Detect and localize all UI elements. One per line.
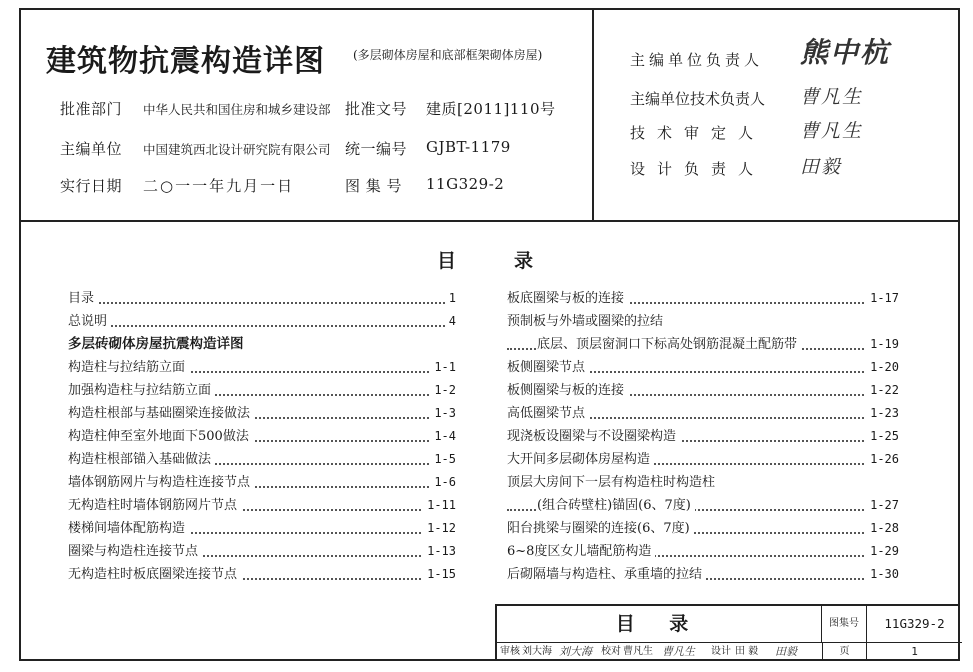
handwritten-signature: 熊中杭: [800, 36, 891, 69]
toc-entry[interactable]: [507, 494, 899, 517]
toc-entry-title: 加强构造柱与拉结筋立面: [68, 379, 215, 402]
toc-entry-page: 1-23: [866, 402, 899, 425]
toc-leader-dots: [68, 325, 456, 327]
header-divider-vertical: [592, 8, 594, 221]
check-label: 校对: [601, 646, 621, 657]
design-label: 设计: [711, 646, 731, 657]
toc-entry-title: 圈梁与构造柱连接节点: [68, 540, 202, 563]
toc-entry[interactable]: [507, 356, 899, 379]
page-value: 1: [911, 645, 918, 658]
toc-entry-title: 板侧圈梁与板的连接: [507, 379, 628, 402]
toc-entry[interactable]: [68, 356, 456, 379]
toc-leader-dots: [68, 302, 456, 304]
toc-entry-page: 1-22: [866, 379, 899, 402]
document-title: 建筑物抗震构造详图: [46, 44, 325, 79]
toc-entry[interactable]: [68, 287, 456, 310]
toc-entry-title: 现浇板设圈梁与不设圈梁构造: [507, 425, 680, 448]
toc-entry-page: 1-6: [430, 471, 456, 494]
signature-label: 主编单位技术负责人: [630, 90, 766, 108]
toc-entry[interactable]: [507, 425, 899, 448]
signature-label: 主编单位负责人: [630, 51, 764, 69]
header-divider-horizontal: [19, 220, 960, 222]
toc-entry[interactable]: [68, 448, 456, 471]
toc-entry-title: 构造柱与拉结筋立面: [68, 356, 189, 379]
toc-entry-title: 楼梯间墙体配筋构造: [68, 517, 189, 540]
effective-date-value: 二○一一年九月一日: [143, 177, 295, 195]
approval-doc-value: 建质[2011]110号: [426, 100, 556, 118]
toc-entry-title: 无构造柱时板底圈梁连接节点: [68, 563, 241, 586]
atlas-label: 图集号: [822, 606, 867, 643]
toc-entry-page: 1-12: [423, 517, 456, 540]
toc-entry-page: 1-30: [866, 563, 899, 586]
toc-entry-page: 1-2: [430, 379, 456, 402]
toc-entry-title: 构造柱根部锚入基础做法: [68, 448, 215, 471]
design-name: 田 毅: [735, 646, 759, 657]
signature-label: 设计负责人: [630, 160, 766, 178]
toc-entry-title: 多层砖砌体房屋抗震构造详图: [68, 333, 248, 356]
review-name: 刘大海: [522, 646, 552, 657]
editor-unit-value: 中国建筑西北设计研究院有限公司: [143, 142, 331, 157]
toc-entry[interactable]: [68, 517, 456, 540]
toc-entry-title: 板底圈梁与板的连接: [507, 287, 628, 310]
signature-row: [630, 156, 843, 179]
toc-entry[interactable]: [507, 471, 899, 494]
toc-entry-page: 1-27: [866, 494, 899, 517]
toc-entry-title: 底层、顶层窗洞口下标高处钢筋混凝土配筋带: [537, 333, 801, 356]
toc-entry[interactable]: [507, 310, 899, 333]
unified-no-label: 统一编号: [345, 140, 408, 158]
toc-entry-title: 板侧圈梁节点: [507, 356, 589, 379]
toc-entry[interactable]: [68, 471, 456, 494]
toc-entry[interactable]: [68, 402, 456, 425]
toc-title-right: 录: [514, 250, 534, 272]
toc-entry-page: 1-5: [430, 448, 456, 471]
toc-entry-title: 预制板与外墙或圈梁的拉结: [507, 310, 667, 333]
drawing-name: 目 录: [497, 606, 822, 643]
toc-entry[interactable]: [507, 448, 899, 471]
toc-entry[interactable]: [68, 563, 456, 586]
toc-entry-page: 4: [445, 310, 456, 333]
toc-entry-title: 6~8度区女儿墙配筋构造: [507, 540, 655, 563]
signature-row: [630, 86, 864, 109]
toc-entry[interactable]: [507, 379, 899, 402]
toc-entry-title: 阳台挑梁与圈梁的连接(6、7度): [507, 517, 694, 540]
signature-row: [630, 36, 891, 70]
atlas-no-value: 11G329-2: [426, 175, 505, 193]
toc-entry-page: 1-20: [866, 356, 899, 379]
toc-entry-title: 高低圈梁节点: [507, 402, 589, 425]
review-label: 审核: [500, 646, 520, 657]
toc-entry-title: (组合砖壁柱)锚固(6、7度): [537, 494, 695, 517]
toc-right-column: [507, 287, 899, 586]
toc-left-column: [68, 287, 456, 586]
toc-entry-page: 1-1: [430, 356, 456, 379]
toc-entry-page: 1: [445, 287, 456, 310]
toc-entry-title: 构造柱伸至室外地面下500做法: [68, 425, 253, 448]
toc-entry-page: 1-15: [423, 563, 456, 586]
toc-entry[interactable]: [507, 563, 899, 586]
toc-entry-page: 1-13: [423, 540, 456, 563]
toc-entry[interactable]: [507, 333, 899, 356]
toc-entry-title: 后砌隔墙与构造柱、承重墙的拉结: [507, 563, 706, 586]
atlas-no-label: 图 集 号: [345, 177, 403, 195]
toc-entry-page: 1-3: [430, 402, 456, 425]
check-signature: 曹凡生: [662, 645, 695, 658]
toc-entry-title: 大开间多层砌体房屋构造: [507, 448, 654, 471]
signature-row: [630, 120, 864, 143]
toc-entry[interactable]: [68, 379, 456, 402]
toc-entry-title: 墙体钢筋网片与构造柱连接节点: [68, 471, 254, 494]
toc-entry[interactable]: [68, 333, 456, 356]
atlas-value: 11G329-2: [867, 606, 962, 643]
approval-dept-value: 中华人民共和国住房和城乡建设部: [143, 102, 331, 117]
editor-unit-label: 主编单位: [60, 140, 123, 158]
toc-entry-title: 总说明: [68, 310, 111, 333]
unified-no-value: GJBT-1179: [426, 138, 511, 156]
approval-dept-label: 批准部门: [60, 100, 123, 118]
review-signature: 刘大海: [559, 645, 592, 658]
toc-entry-page: 1-25: [866, 425, 899, 448]
toc-entry-page: 1-4: [430, 425, 456, 448]
toc-entry[interactable]: [68, 540, 456, 563]
title-block: [495, 604, 960, 661]
approval-doc-label: 批准文号: [345, 100, 408, 118]
toc-entry[interactable]: [68, 310, 456, 333]
effective-date-label: 实行日期: [60, 177, 123, 195]
toc-entry-title: 目录: [68, 287, 98, 310]
signature-label: 技术审定人: [630, 124, 766, 142]
toc-title-left: 目: [437, 250, 457, 272]
toc-entry-page: 1-29: [866, 540, 899, 563]
design-signature: 田毅: [775, 645, 797, 658]
toc-entry[interactable]: [507, 402, 899, 425]
handwritten-signature: 曹凡生: [800, 120, 864, 142]
page-label: 页: [822, 643, 867, 661]
toc-entry-title: 构造柱根部与基础圈梁连接做法: [68, 402, 254, 425]
toc-entry-page: 1-17: [866, 287, 899, 310]
toc-entry[interactable]: [68, 425, 456, 448]
toc-entry[interactable]: [507, 540, 899, 563]
document-subtitle: (多层砌体房屋和底部框架砌体房屋): [353, 48, 543, 62]
handwritten-signature: 曹凡生: [800, 86, 864, 108]
check-name: 曹凡生: [623, 646, 653, 657]
toc-entry-page: 1-28: [866, 517, 899, 540]
handwritten-signature: 田毅: [800, 156, 843, 178]
toc-entry[interactable]: [507, 287, 899, 310]
toc-entry-title: 顶层大房间下一层有构造柱时构造柱: [507, 471, 719, 494]
toc-entry-title: 无构造柱时墙体钢筋网片节点: [68, 494, 241, 517]
toc-entry[interactable]: [507, 517, 899, 540]
toc-entry-page: 1-26: [866, 448, 899, 471]
toc-entry[interactable]: [68, 494, 456, 517]
toc-entry-page: 1-11: [423, 494, 456, 517]
toc-entry-page: 1-19: [866, 333, 899, 356]
